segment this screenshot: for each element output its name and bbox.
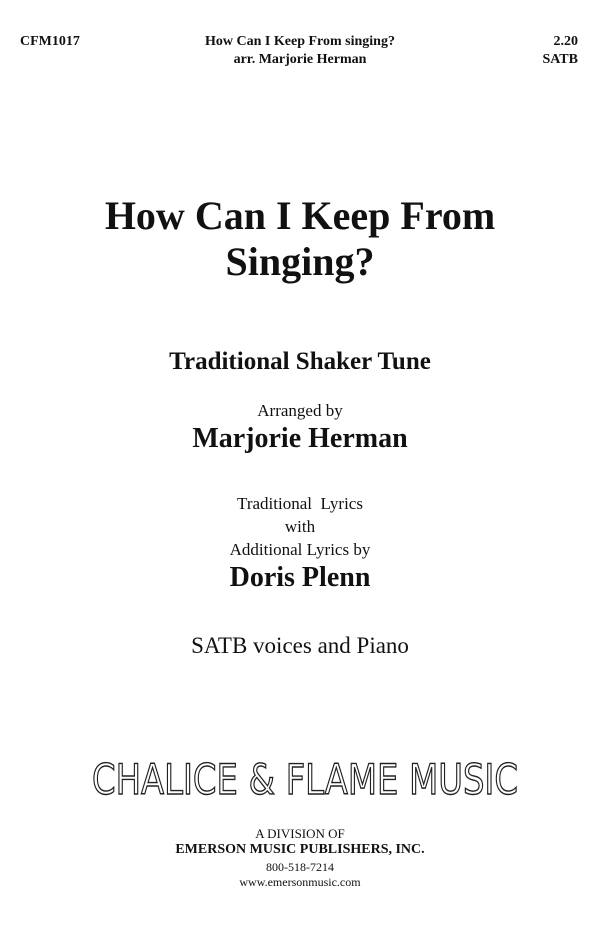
header-arranger: arr. Marjorie Herman	[233, 52, 367, 67]
arranged-by-label: Arranged by	[257, 401, 343, 420]
publisher-phone: 800-518-7214	[266, 860, 334, 874]
lyrics-credit-line-2: with	[284, 517, 316, 536]
page-title-line-2: Singing?	[225, 239, 375, 284]
instrumentation: SATB voices and Piano	[191, 633, 409, 658]
division-label: A DIVISION OF	[255, 826, 345, 841]
publisher-logo	[92, 756, 518, 802]
lyrics-credit-line-3: Additional Lyrics by	[229, 540, 371, 559]
publisher-name: EMERSON MUSIC PUBLISHERS, INC.	[175, 842, 425, 857]
lyrics-credit-line-1: Traditional Lyrics	[237, 494, 363, 513]
page-title-line-1: How Can I Keep From	[104, 193, 496, 238]
tune-source: Traditional Shaker Tune	[169, 348, 431, 375]
arranger-name: Marjorie Herman	[192, 423, 408, 454]
publisher-website: www.emersonmusic.com	[239, 875, 361, 889]
voicing: SATB	[542, 52, 578, 67]
catalog-number: CFM1017	[20, 34, 80, 49]
lyricist-name: Doris Plenn	[229, 562, 371, 593]
price: 2.20	[553, 34, 578, 49]
publisher-logo-text: CHALICE & FLAME MUSIC	[92, 755, 518, 804]
header-title: How Can I Keep From singing?	[205, 34, 395, 49]
